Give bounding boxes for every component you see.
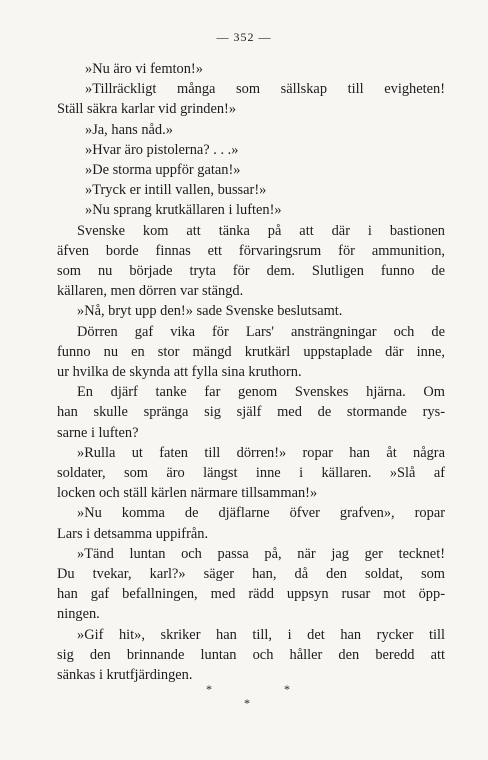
text-line: han skulle spränga sig själf med de stormande rys- bbox=[57, 404, 445, 421]
text-line: Du tvekar, karl?» säger han, då den soldat, som bbox=[57, 566, 445, 583]
text-line: ur hvilka de skynda att fylla sina kruthorn. bbox=[57, 364, 302, 381]
text-line: »Nu sprang krutkällaren i luften!» bbox=[85, 202, 282, 219]
text-line: sänkas i krutfjärdingen. bbox=[57, 667, 193, 684]
text-line: »Rulla ut faten till dörren!» ropar han åt några bbox=[77, 444, 445, 461]
text-line: Svenske kom att tänka på att där i bastionen bbox=[77, 222, 445, 239]
text-line: »Hvar äro pistolerna? . . .» bbox=[85, 141, 239, 158]
text-line: »Tillräckligt många som sällskap till evigheten! bbox=[85, 81, 445, 98]
asterisk: * bbox=[284, 682, 290, 696]
text-line: sig den brinnande luntan och håller den beredd att bbox=[57, 646, 445, 663]
text-line: som nu började tryta för dem. Slutligen funno de bbox=[57, 263, 445, 280]
text-line: »Nu äro vi femton!» bbox=[85, 61, 203, 77]
text-line: En djärf tanke far genom Svenskes hjärna. Om bbox=[77, 384, 445, 401]
page-number: — 352 — bbox=[216, 30, 272, 44]
text-line: han gaf befallningen, med rädd uppsyn rusar mot öpp- bbox=[57, 586, 445, 603]
text-line: Lars i detsamma uppifrån. bbox=[57, 525, 209, 542]
text-line: Dörren gaf vika för Lars' ansträngningar och de bbox=[77, 323, 445, 340]
text-line: »Ja, hans nåd.» bbox=[85, 121, 173, 138]
text-line: Ställ säkra karlar vid grinden!» bbox=[57, 101, 237, 118]
text-line: »Nå, bryt upp den!» sade Svenske beslutsamt. bbox=[77, 303, 343, 320]
text-line: soldater, som äro längst inne i källaren. »Slå af bbox=[57, 465, 445, 482]
text-line: äfven borde finnas ett förvaringsrum för ammunition, bbox=[57, 242, 445, 259]
asterisk: * bbox=[206, 682, 212, 696]
asterisk: * bbox=[244, 696, 250, 710]
text-line: »Nu komma de djäflarne öfver grafven», ropar bbox=[77, 505, 445, 522]
text-line: källaren, men dörren var stängd. bbox=[57, 283, 244, 300]
text-line: sarne i luften? bbox=[57, 424, 139, 441]
text-line: »Tryck er intill vallen, bussar!» bbox=[85, 182, 267, 199]
text-line: »De storma uppför gatan!» bbox=[85, 162, 241, 179]
text-line: »Gif hit», skriker han till, i det han rycker till bbox=[77, 626, 445, 643]
text-line: ningen. bbox=[57, 606, 100, 623]
text-line: funno nu en stor mängd krutkärl uppstaplade där inne, bbox=[57, 343, 445, 360]
text-line: »Tänd luntan och passa på, när jag ger tecknet! bbox=[77, 545, 445, 562]
body-text bbox=[57, 59, 445, 685]
text-line: locken och ställ kärlen närmare tillsamman!» bbox=[57, 485, 318, 502]
